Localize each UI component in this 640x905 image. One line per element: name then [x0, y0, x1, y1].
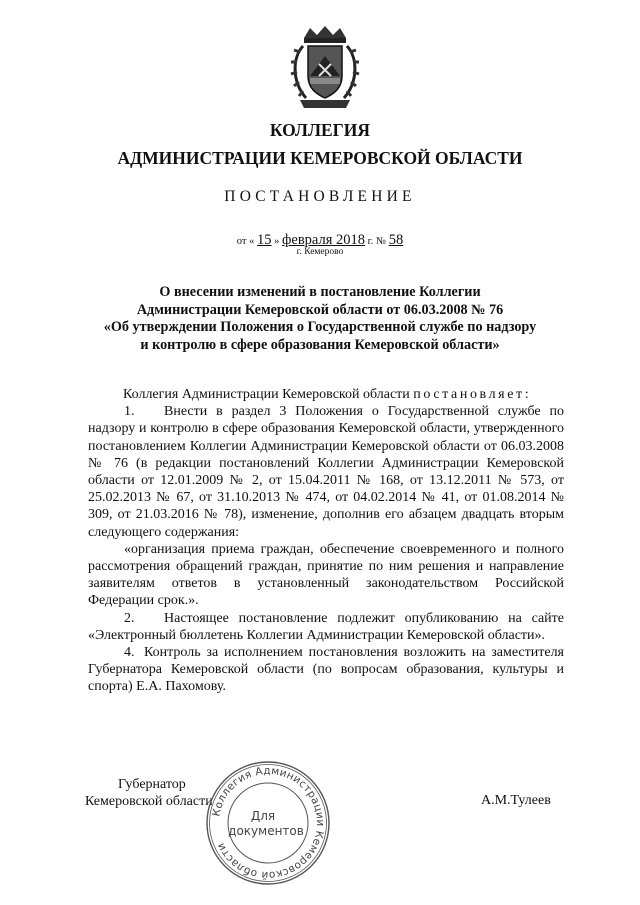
signatory-title [85, 776, 213, 810]
subject-line-3: «Об утверждении Положения о Государственной службе по надзору [103, 319, 537, 335]
document-body [88, 386, 564, 696]
stamp-ring-text: Коллегия Администрации Кемеровской области [210, 764, 327, 882]
quote-paragraph: «организация приема граждан, обеспечение своевременного и полного рассмотрения обращений граждан, принятие по ним решения и направление заявителям ответов в установленный законодательством Российской Федерации срок.». [88, 541, 564, 609]
stamp-center-line-2: документов [228, 824, 304, 838]
document-number: 58 [388, 232, 404, 248]
date-month-year: февраля 2018 [282, 232, 366, 248]
subject-line-2: Администрации Кемеровской области от 06.03.2008 № 76 [136, 301, 504, 318]
item-2-text: Настоящее постановление подлежит опубликованию на сайте «Электронный бюллетень Коллегии Администрации Кемеровской области». [88, 610, 564, 643]
signatory-title-line-2: Кемеровской области [85, 794, 213, 809]
organization-line-1: КОЛЛЕГИЯ [269, 120, 371, 140]
item-4-text: Контроль за исполнением постановления возложить на заместителя Губернатора Кемеровской области (по вопросам образования, культуры и спорта) Е.А. Пахомову. [88, 645, 564, 695]
date-day: 15 [257, 232, 272, 248]
date-year-suffix: г. [367, 236, 374, 247]
organization-line-2: АДМИНИСТРАЦИИ КЕМЕРОВСКОЙ ОБЛАСТИ [117, 148, 523, 168]
intro-verb: постановляет: [413, 387, 532, 402]
official-stamp [205, 760, 331, 886]
document-place: г. Кемерово [296, 247, 344, 257]
intro-text: Коллегия Администрации Кемеровской области [123, 387, 410, 402]
date-prefix: от « [236, 236, 255, 247]
item-2-paragraph [88, 610, 564, 644]
item-4-paragraph [88, 644, 564, 696]
number-sign: № [376, 236, 387, 247]
item-1-number: 1. [124, 404, 135, 420]
item-2-number: 2. [124, 610, 135, 626]
item-1-paragraph [88, 403, 564, 541]
signatory-name: А.М.Тулеев [481, 793, 551, 808]
stamp-center-line-1: Для [250, 809, 276, 823]
signatory-title-line-1: Губернатор [118, 777, 186, 792]
subject-line-1: О внесении изменений в постановление Коллегии [159, 284, 481, 300]
item-1-text: Внести в раздел 3 Положения о Государственной службе по надзору и контролю в сфере образования Кемеровской области, утвержденного постановлением Коллегии Администрации Кемеровской области от 06.03.2008 № 76 (в редакции постановлений Коллегии Администрации Кемеровской области от 12.01.2009 № 2, от 15.04.2011 № 168, от 13.12.2011 № 573, от 25.02.2013 № 67, от 31.10.2013 № 474, от 04.02.2014 № 41, от 01.08.2014 № 309, от 21.03.2016 № 78), изменение, дополнив его абзацем двадцать вторым следующего содержания: [88, 404, 564, 540]
document-subject [70, 284, 570, 354]
item-4-number: 4. [124, 645, 135, 661]
intro-paragraph [88, 386, 564, 403]
document-type-title: ПОСТАНОВЛЕНИЕ [224, 188, 416, 205]
date-mid: » [274, 236, 280, 247]
coat-of-arms-emblem [290, 24, 360, 110]
subject-line-4: и контролю в сфере образования Кемеровской области» [140, 336, 500, 353]
